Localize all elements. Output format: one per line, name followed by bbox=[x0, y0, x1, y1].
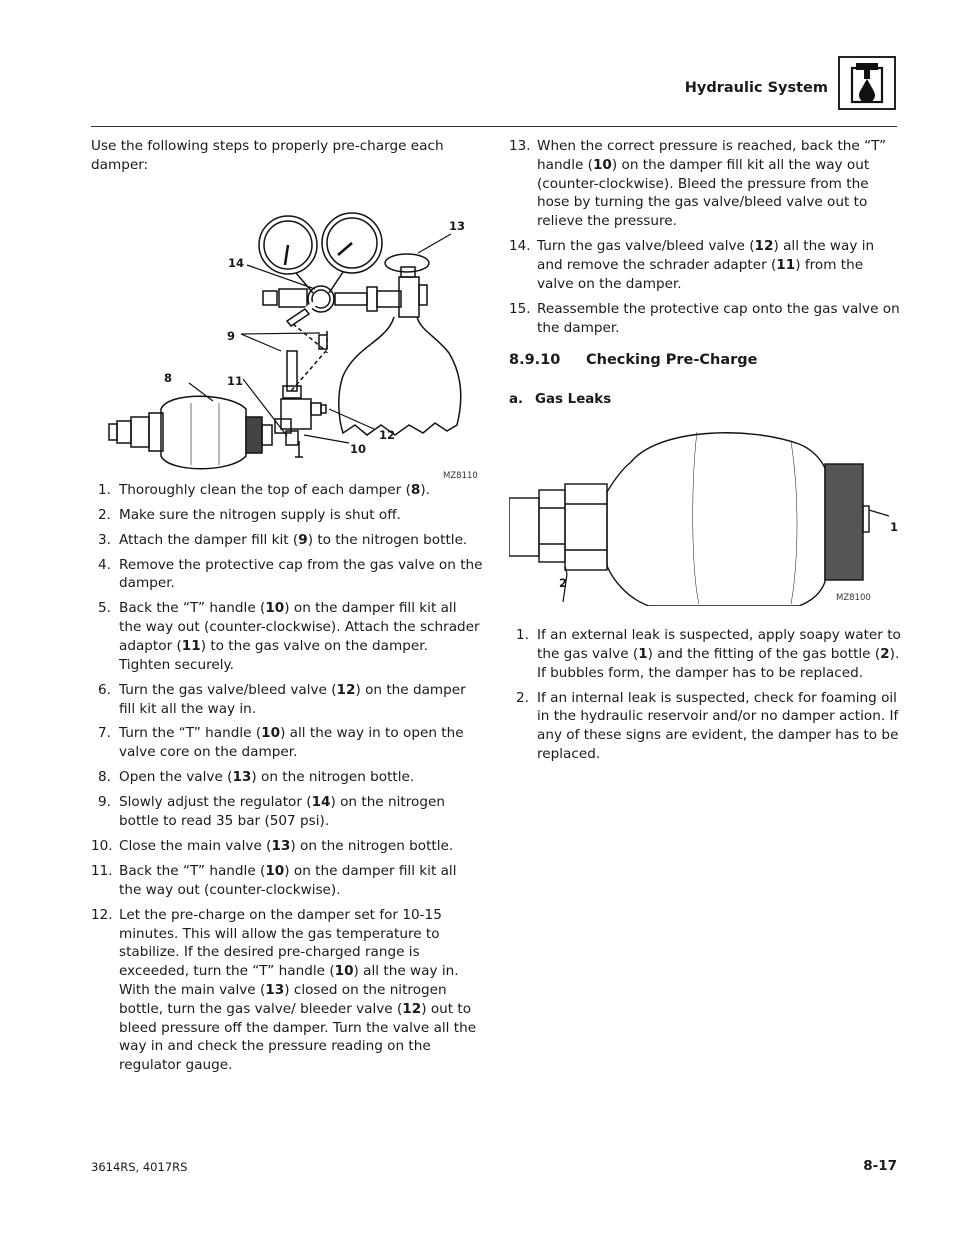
step-text bbox=[119, 507, 401, 523]
step-text-run: ) all the way in and remove the schrader adapter ( bbox=[537, 238, 875, 273]
figure-code: MZ8100 bbox=[836, 592, 871, 603]
step-text bbox=[119, 532, 467, 548]
section-title: Checking Pre-Charge bbox=[586, 352, 758, 369]
callout-reference: 10 bbox=[265, 600, 285, 617]
step-text-run: ) to the nitrogen bottle. bbox=[307, 531, 468, 548]
callout-reference: 14 bbox=[311, 794, 331, 811]
callout-10: 10 bbox=[350, 441, 367, 456]
callout-reference: 1 bbox=[638, 645, 648, 662]
callout-reference: 10 bbox=[261, 725, 281, 742]
step-number: 2. bbox=[98, 506, 111, 523]
callout-reference: 10 bbox=[265, 863, 285, 880]
callout-reference: 11 bbox=[181, 637, 201, 654]
step-text-run: ) on the damper fill kit all the way out (counter-clockwise). Bleed the pressure from the hose by turning the gas valve/bleed valve out to relieve the pressure. bbox=[537, 156, 870, 230]
list-item bbox=[91, 862, 483, 900]
step-text bbox=[119, 600, 480, 672]
list-item bbox=[91, 506, 483, 525]
callout-reference: 12 bbox=[336, 681, 356, 698]
precharge-steps-list-continued bbox=[509, 137, 901, 337]
step-number: 11. bbox=[91, 863, 113, 880]
step-text bbox=[119, 769, 414, 785]
step-text-run: ) on the nitrogen bottle to read 35 bar (507 psi). bbox=[119, 794, 445, 830]
step-text bbox=[119, 682, 466, 717]
damper-illustration bbox=[509, 420, 901, 606]
damper-figure bbox=[509, 420, 901, 606]
callout-reference: 11 bbox=[776, 256, 796, 273]
step-number: 1. bbox=[516, 626, 529, 643]
callout-9: 9 bbox=[227, 328, 236, 343]
step-text-run: ). If bubbles form, the damper has to be replaced. bbox=[537, 645, 900, 681]
step-text-run: Close the main valve ( bbox=[119, 838, 272, 855]
step-text bbox=[119, 557, 483, 592]
step-text-run: Back the “T” handle ( bbox=[119, 863, 266, 880]
callout-reference: 13 bbox=[232, 769, 252, 786]
step-text-run: ) on the damper fill kit all the way out (counter-clockwise). Attach the schrader adaptor ( bbox=[119, 600, 480, 654]
list-item bbox=[509, 237, 901, 293]
step-text-run: Remove the protective cap from the gas valve on the damper. bbox=[119, 556, 483, 592]
list-item bbox=[91, 681, 483, 719]
step-text-run: ) on the damper fill kit all the way out (counter-clockwise). bbox=[119, 863, 457, 898]
step-number: 7. bbox=[98, 725, 111, 742]
list-item bbox=[509, 300, 901, 338]
step-number: 3. bbox=[98, 531, 111, 548]
list-item bbox=[91, 481, 483, 500]
callout-reference: 8 bbox=[410, 481, 421, 498]
step-text-run: If an internal leak is suspected, check for foaming oil in the hydraulic reservoir and/or no damper action. If any of these signs are evident, the damper has to be replaced. bbox=[537, 689, 899, 762]
step-text-run: Let the pre-charge on the damper set for 10-15 minutes. This will allow the gas temperature to stabilize. If the desired pre-charged range is exceeded, turn the “T” handle ( bbox=[119, 906, 442, 980]
intro-paragraph: Use the following steps to properly pre-charge each damper: bbox=[91, 138, 444, 173]
subsection-heading bbox=[509, 391, 901, 410]
step-text bbox=[537, 138, 886, 229]
precharge-steps-list bbox=[91, 481, 483, 1075]
damper-fill-kit-figure bbox=[91, 181, 483, 481]
step-text-run: ) to the gas valve on the damper. Tighten securely. bbox=[119, 637, 428, 673]
step-text-run: Open the valve ( bbox=[119, 769, 233, 786]
list-item bbox=[91, 556, 483, 594]
list-item bbox=[91, 768, 483, 787]
section-header-title: Hydraulic System bbox=[684, 80, 828, 96]
step-number: 15. bbox=[509, 300, 531, 317]
step-text-run: ) from the valve on the damper. bbox=[537, 256, 864, 292]
page-number: 8-17 bbox=[863, 1158, 897, 1174]
step-text bbox=[119, 725, 464, 760]
footer-models: 3614RS, 4017RS bbox=[91, 1160, 188, 1174]
step-number: 13. bbox=[509, 138, 531, 154]
list-item bbox=[91, 724, 483, 762]
step-text bbox=[119, 794, 445, 829]
callout-2: 2 bbox=[559, 575, 568, 590]
figure-code: MZ8110 bbox=[443, 470, 478, 481]
hydraulic-reservoir-icon bbox=[838, 56, 896, 110]
step-text-run: Thoroughly clean the top of each damper ( bbox=[119, 481, 411, 498]
step-text-run: ) on the damper fill kit all the way in. bbox=[119, 681, 466, 717]
callout-reference: 12 bbox=[402, 1000, 422, 1017]
list-item bbox=[509, 137, 901, 231]
damper-fill-kit-illustration bbox=[91, 181, 483, 476]
step-number: 4. bbox=[98, 556, 111, 573]
step-text-run: Turn the gas valve/bleed valve ( bbox=[119, 681, 337, 698]
step-text-run: Back the “T” handle ( bbox=[119, 600, 266, 617]
step-text-run: ) closed on the nitrogen bottle, turn the gas valve/ bleeder valve ( bbox=[119, 981, 447, 1017]
step-text-run: ) and the fitting of the gas bottle ( bbox=[647, 645, 881, 662]
step-text bbox=[537, 690, 898, 762]
callout-reference: 13 bbox=[265, 981, 285, 998]
step-text-run: ) all the way in. With the main valve ( bbox=[119, 963, 459, 998]
callout-reference: 10 bbox=[334, 963, 354, 980]
subsection-title: Gas Leaks bbox=[535, 392, 612, 408]
step-text-run: If an external leak is suspected, apply soapy water to the gas valve ( bbox=[537, 626, 901, 662]
callout-reference: 13 bbox=[271, 838, 291, 855]
list-item bbox=[509, 626, 901, 682]
callout-14: 14 bbox=[228, 255, 245, 270]
section-heading bbox=[509, 351, 901, 370]
step-number: 14. bbox=[509, 238, 531, 255]
subsection-letter: a. bbox=[509, 392, 524, 408]
right-column bbox=[509, 137, 901, 770]
callout-reference: 9 bbox=[298, 531, 308, 548]
callout-13: 13 bbox=[449, 218, 466, 233]
callout-12: 12 bbox=[379, 427, 396, 442]
callout-reference: 10 bbox=[592, 156, 612, 173]
list-item bbox=[91, 599, 483, 674]
list-item bbox=[509, 689, 901, 764]
callout-11: 11 bbox=[227, 373, 244, 388]
step-text bbox=[119, 482, 430, 498]
left-column bbox=[91, 137, 483, 1081]
step-number: 8. bbox=[98, 769, 111, 786]
step-text-run: Reassemble the protective cap onto the gas valve on the damper. bbox=[537, 300, 900, 336]
step-text-run: ) on the nitrogen bottle. bbox=[251, 769, 415, 786]
step-text-run: ) out to bleed pressure off the damper. Turn the valve all the way in and check the pressure reading on the regulator gauge. bbox=[119, 1000, 477, 1074]
callout-8: 8 bbox=[164, 370, 173, 385]
step-text-run: Turn the “T” handle ( bbox=[119, 725, 262, 742]
header-rule bbox=[91, 126, 897, 127]
step-text bbox=[119, 838, 453, 854]
list-item bbox=[91, 531, 483, 550]
step-text-run: ) all the way in to open the valve core on the damper. bbox=[119, 725, 464, 761]
step-text bbox=[537, 238, 874, 292]
list-item bbox=[91, 837, 483, 856]
callout-reference: 2 bbox=[880, 645, 890, 662]
step-number: 12. bbox=[91, 906, 113, 923]
step-number: 10. bbox=[91, 838, 113, 855]
step-text-run: Slowly adjust the regulator ( bbox=[119, 794, 312, 811]
step-text bbox=[119, 863, 456, 898]
list-item bbox=[91, 906, 483, 1075]
step-number: 2. bbox=[516, 689, 529, 706]
list-item bbox=[91, 793, 483, 831]
step-number: 1. bbox=[98, 481, 111, 498]
step-text-run: ). bbox=[420, 481, 430, 498]
step-number: 6. bbox=[98, 681, 111, 698]
step-text-run: Turn the gas valve/bleed valve ( bbox=[537, 238, 755, 255]
section-number: 8.9.10 bbox=[509, 352, 561, 369]
step-text-run: When the correct pressure is reached, back the “T” handle ( bbox=[537, 138, 887, 173]
gas-leak-steps-list bbox=[509, 626, 901, 764]
step-text-run: ) on the nitrogen bottle. bbox=[290, 838, 454, 855]
callout-reference: 12 bbox=[754, 238, 774, 255]
step-text-run: Make sure the nitrogen supply is shut off. bbox=[119, 506, 401, 523]
step-text bbox=[119, 907, 476, 1073]
step-text bbox=[537, 627, 901, 681]
step-text bbox=[537, 301, 900, 336]
step-number: 9. bbox=[98, 794, 111, 811]
step-number: 5. bbox=[98, 600, 111, 617]
step-text-run: Attach the damper fill kit ( bbox=[119, 531, 299, 548]
callout-1: 1 bbox=[890, 519, 899, 534]
